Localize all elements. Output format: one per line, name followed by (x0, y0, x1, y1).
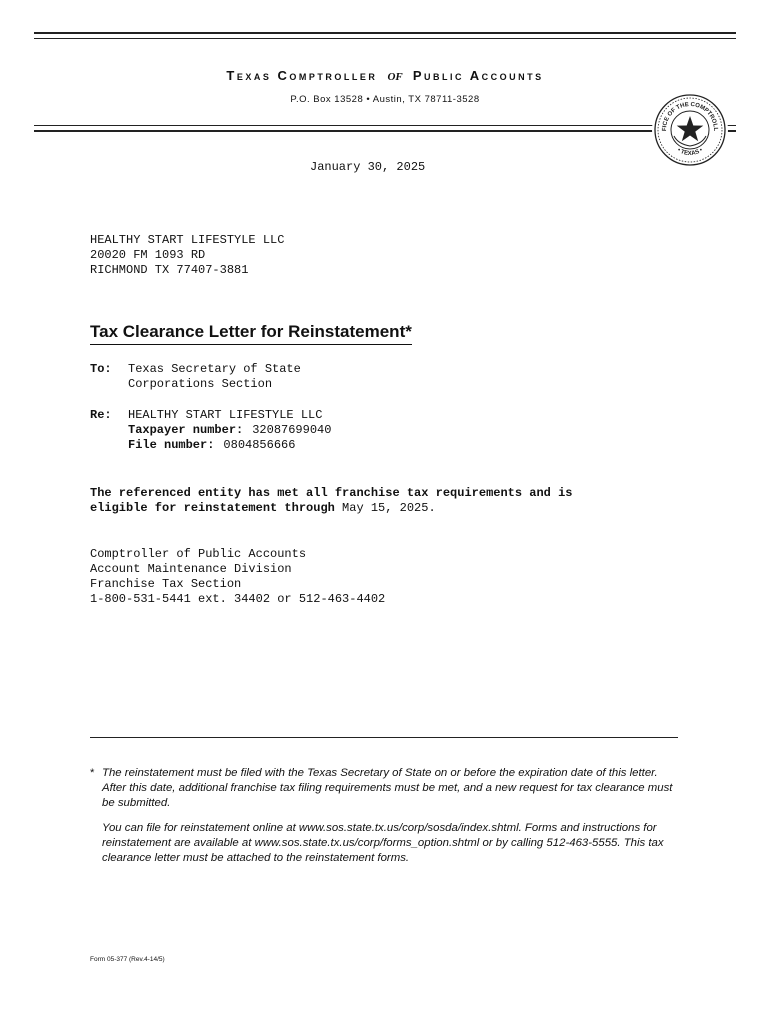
office-line1: Comptroller of Public Accounts (90, 547, 307, 561)
recipient-city: RICHMOND TX 77407-3881 (90, 263, 249, 277)
office-line2: Account Maintenance Division (90, 562, 292, 576)
agency-name-pre: Texas Comptroller (226, 68, 378, 83)
footnote-divider (90, 737, 678, 738)
texas-comptroller-seal-icon (652, 92, 728, 168)
svg-text:OFFICE OF THE COMPTROLLER: FICE OF THE COMPTROLL (661, 101, 719, 132)
footnote-paragraph-2: You can file for reinstatement online at www.sos.state.tx.us/corp/sosda/index.shtml. Forms and instructions for reinstatement are available at www.sos.state.tx.us/corp/forms_option.shtml or by calling 512-463-5555. This tax clearance letter must be attached to the reinstatement forms. (102, 822, 664, 864)
agency-address: P.O. Box 13528 • Austin, TX 78711-3528 (290, 94, 480, 105)
re-entity: HEALTHY START LIFESTYLE LLC (128, 408, 323, 422)
recipient-address (90, 233, 284, 278)
reinstatement-deadline: May 15, 2025. (342, 501, 436, 515)
footnote (90, 766, 680, 866)
letterhead (34, 32, 736, 132)
footnote-star: * (90, 767, 95, 779)
svg-text:• TEXAS •: • TEXAS • (675, 147, 705, 158)
agency-name-post: Public Accounts (412, 68, 544, 83)
recipient-name: HEALTHY START LIFESTYLE LLC (90, 233, 285, 247)
to-line1: Texas Secretary of State (128, 362, 301, 376)
office-phone: 1-800-531-5441 ext. 34402 or 512-463-4402 (90, 592, 386, 606)
re-block (90, 408, 331, 453)
to-line2: Corporations Section (128, 377, 273, 391)
statement-line2-prefix: eligible for reinstatement through (90, 501, 335, 515)
recipient-street: 20020 FM 1093 RD (90, 248, 206, 262)
taxpayer-number: 32087699040 (252, 423, 332, 437)
eligibility-statement (90, 486, 572, 516)
statement-line1: The referenced entity has met all franchise tax requirements and is (90, 486, 573, 500)
agency-name-of: of (387, 67, 403, 84)
file-number-label: File number: (128, 438, 215, 452)
agency-name (34, 67, 736, 85)
file-number: 0804856666 (223, 438, 296, 452)
comptroller-office-block (90, 547, 385, 607)
form-number: Form 05-377 (Rev.4-14/5) (90, 956, 165, 963)
footnote-paragraph-1: The reinstatement must be filed with the Texas Secretary of State on or before the expiration date of this letter. After this date, additional franchise tax filing requirements must be met, and a new request for tax clearance must be submitted. (102, 767, 673, 809)
letter-date: January 30, 2025 (310, 160, 426, 174)
to-block (90, 362, 301, 392)
re-label: Re: (90, 408, 112, 422)
letter-title: Tax Clearance Letter for Reinstatement* (90, 322, 412, 345)
to-label: To: (90, 362, 112, 376)
taxpayer-number-label: Taxpayer number: (128, 423, 244, 437)
office-line3: Franchise Tax Section (90, 577, 242, 591)
